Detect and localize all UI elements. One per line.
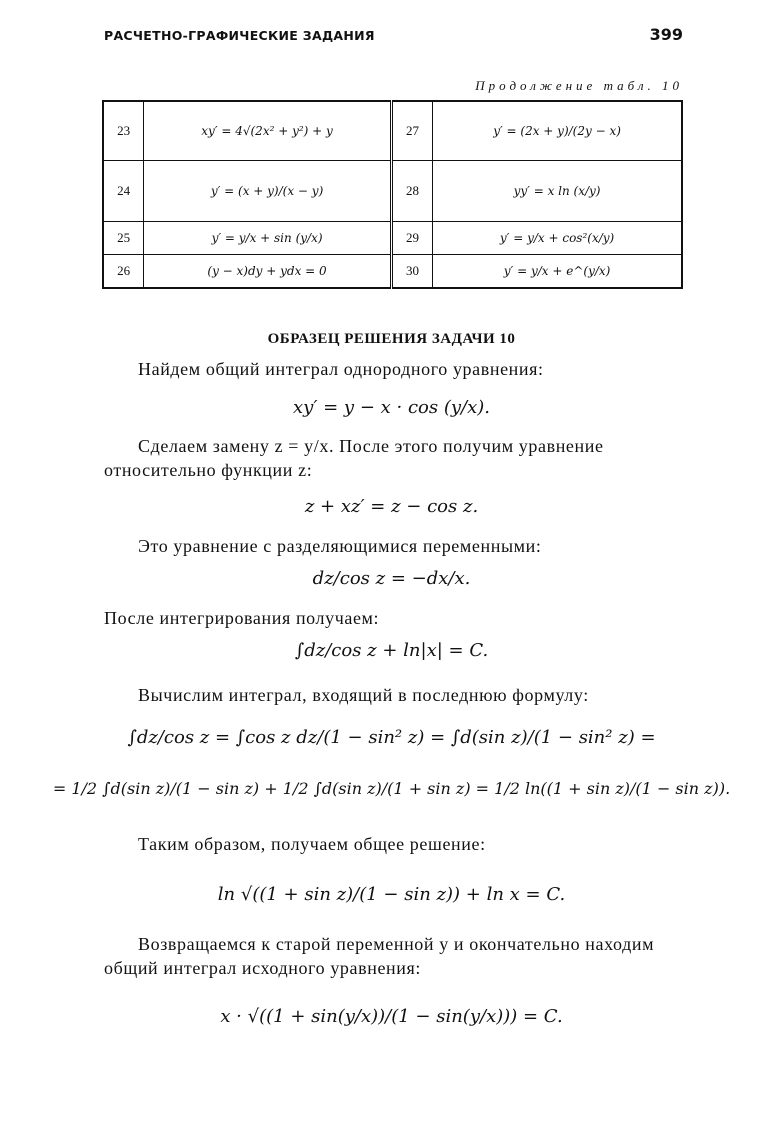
paragraph: После интегрирования получаем: bbox=[104, 608, 380, 628]
variant-number: 25 bbox=[103, 222, 144, 255]
table-row bbox=[103, 255, 682, 289]
variant-equation: y′ = y/x + cos²(x/y) bbox=[433, 222, 682, 255]
equation: z + xz′ = z − cos z. bbox=[304, 496, 479, 517]
paragraph: Сделаем замену z = y/x. После этого получим уравнение относительно функции z: bbox=[104, 436, 604, 480]
paragraph: Это уравнение с разделяющимися переменными: bbox=[138, 536, 542, 556]
equation: ∫dz/cos z = ∫cos z dz/(1 − sin² z) = ∫d(sin z)/(1 − sin² z) = bbox=[127, 727, 656, 748]
running-head: РАСЧЕТНО-ГРАФИЧЕСКИЕ ЗАДАНИЯ bbox=[104, 28, 375, 43]
variant-equation: xy′ = 4√(2x² + y²) + y bbox=[144, 101, 392, 161]
variants-table bbox=[102, 100, 683, 289]
paragraph: Найдем общий интеграл однородного уравнения: bbox=[138, 359, 544, 379]
variant-equation: y′ = (2x + y)/(2y − x) bbox=[433, 101, 682, 161]
equation: dz/cos z = −dx/x. bbox=[312, 568, 471, 589]
variant-equation: yy′ = x ln (x/y) bbox=[433, 161, 682, 222]
table-continuation-label: Продолжение табл. 10 bbox=[475, 78, 683, 93]
equation: ∫dz/cos z + ln|x| = C. bbox=[294, 640, 489, 661]
table-row bbox=[103, 222, 682, 255]
paragraph: Таким образом, получаем общее решение: bbox=[138, 834, 486, 854]
variant-number: 29 bbox=[391, 222, 432, 255]
equation: x · √((1 + sin(y/x))/(1 − sin(y/x))) = C. bbox=[220, 1006, 563, 1027]
variant-number: 27 bbox=[391, 101, 432, 161]
variant-equation: (y − x)dy + ydx = 0 bbox=[144, 255, 392, 289]
section-heading: ОБРАЗЕЦ РЕШЕНИЯ ЗАДАЧИ 10 bbox=[267, 331, 516, 347]
variant-equation: y′ = (x + y)/(x − y) bbox=[144, 161, 392, 222]
equation: ln √((1 + sin z)/(1 − sin z)) + ln x = C. bbox=[217, 884, 566, 905]
equation: = 1/2 ∫d(sin z)/(1 − sin z) + 1/2 ∫d(sin z)/(1 + sin z) = 1/2 ln((1 + sin z)/(1 − sin z)). bbox=[52, 779, 731, 798]
variant-number: 26 bbox=[103, 255, 144, 289]
variant-equation: y′ = y/x + e^(y/x) bbox=[433, 255, 682, 289]
paragraph: Возвращаемся к старой переменной y и окончательно находим общий интеграл исходного уравнения: bbox=[104, 934, 655, 978]
table-row bbox=[103, 101, 682, 161]
equation: xy′ = y − x · cos (y/x). bbox=[293, 397, 490, 418]
variant-number: 28 bbox=[391, 161, 432, 222]
page-number: 399 bbox=[649, 25, 683, 44]
variant-number: 30 bbox=[391, 255, 432, 289]
table-row bbox=[103, 161, 682, 222]
variant-number: 24 bbox=[103, 161, 144, 222]
variant-number: 23 bbox=[103, 101, 144, 161]
variant-equation: y′ = y/x + sin (y/x) bbox=[144, 222, 392, 255]
paragraph: Вычислим интеграл, входящий в последнюю формулу: bbox=[138, 685, 589, 705]
